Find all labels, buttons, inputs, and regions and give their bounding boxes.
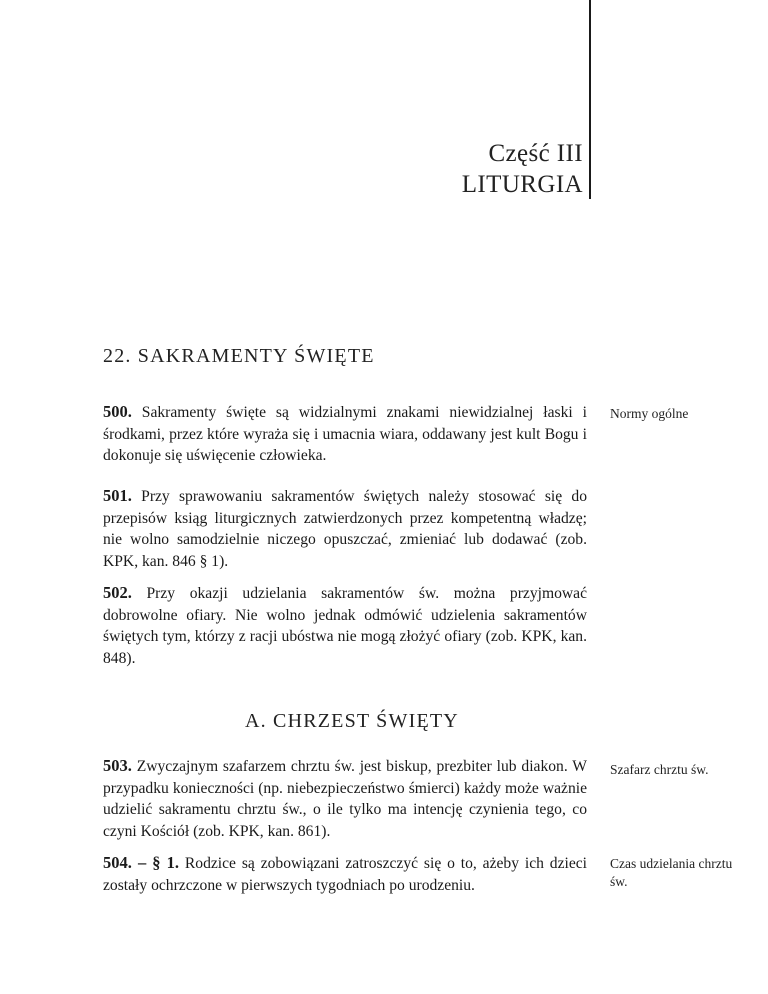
paragraph-number: 503. bbox=[103, 756, 132, 775]
paragraph-number: 502. bbox=[103, 583, 132, 602]
paragraph-text: Sakramenty święte są widzialnymi znakami niewidzialnej łaski i środkami, przez które wyraża się i umacnia wiara, oddawany jest kult Bogu i dokonuje się uświęcenie człowieka. bbox=[103, 404, 587, 464]
paragraph-number: 504. – § 1. bbox=[103, 853, 180, 872]
paragraph-501 bbox=[103, 485, 587, 572]
paragraph-number: 500. bbox=[103, 402, 132, 421]
section-title: 22. SAKRAMENTY ŚWIĘTE bbox=[103, 345, 375, 367]
part-label: Część III bbox=[488, 140, 583, 167]
margin-note-czas: Czas udzielania chrztu św. bbox=[610, 856, 733, 889]
vertical-rule bbox=[589, 0, 591, 199]
paragraph-text: Przy sprawowaniu sakramentów świętych należy stosować się do przepisów ksiąg liturgicznych zatwierdzonych przez kompetentną władzę; nie wolno samodzielnie niczego opuszczać, zmieniać lub dodawać (zob. KPK, kan. 846 § 1). bbox=[103, 488, 587, 570]
margin-note-normy: Normy ogólne bbox=[610, 406, 689, 421]
part-heading bbox=[462, 138, 583, 200]
paragraph-503 bbox=[103, 755, 587, 842]
paragraph-500 bbox=[103, 401, 587, 467]
paragraph-504 bbox=[103, 852, 587, 896]
paragraph-number: 501. bbox=[103, 486, 132, 505]
paragraph-text: Rodzice są zobowiązani zatroszczyć się o to, ażeby ich dzieci zostały ochrzczone w pierwszych tygodniach po urodzeniu. bbox=[103, 855, 588, 894]
paragraph-text: Przy okazji udzielania sakramentów św. można przyjmować dobrowolne ofiary. Nie wolno jednak odmówić udzielenia sakramentów świętych tym, którzy z racji ubóstwa nie mogą złożyć ofiary (zob. KPK, kan. 848). bbox=[103, 585, 587, 667]
paragraph-text: Zwyczajnym szafarzem chrztu św. jest biskup, prezbiter lub diakon. W przypadku konieczności (np. niebezpieczeństwo śmierci) każdy może ważnie udzielić sakramentu chrztu św., o ile tylko ma intencję czynienia tego, co czyni Kościół (zob. KPK, kan. 861). bbox=[103, 758, 587, 840]
part-title: LITURGIA bbox=[461, 171, 583, 198]
paragraph-502 bbox=[103, 582, 587, 669]
subsection-title: A. CHRZEST ŚWIĘTY bbox=[245, 710, 459, 732]
margin-note-szafarz: Szafarz chrztu św. bbox=[610, 762, 709, 777]
